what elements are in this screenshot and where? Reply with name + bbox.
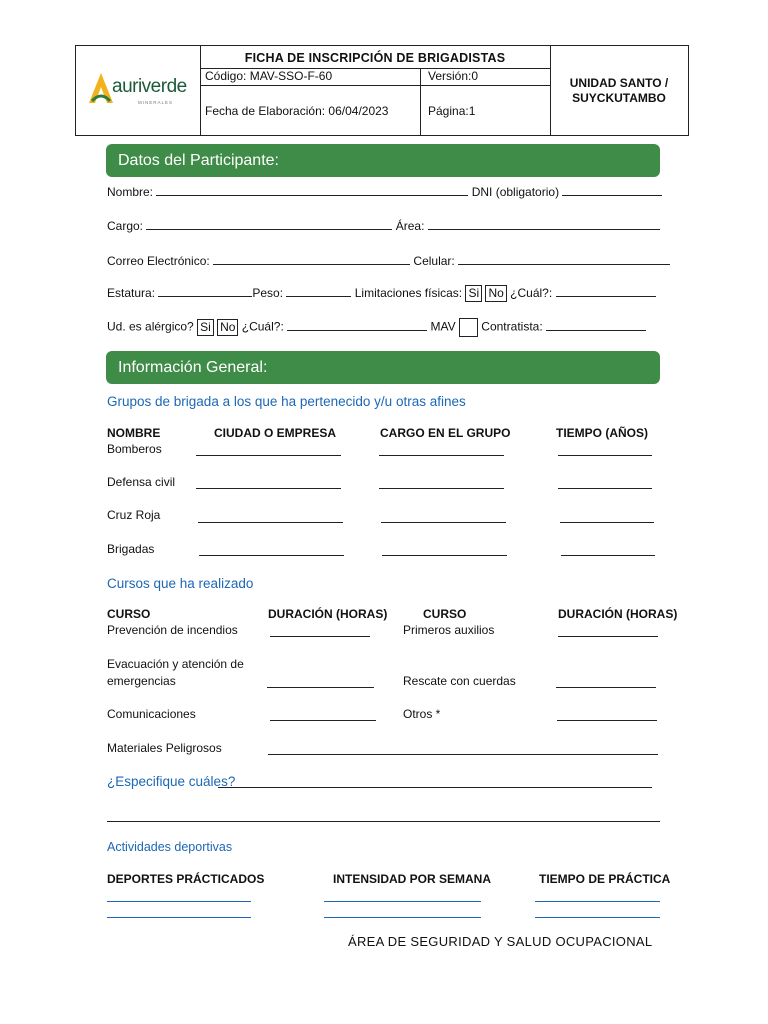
deportes-title: Actividades deportivas [107,840,233,854]
grupo-ciudad-field[interactable] [196,444,341,456]
cargo-row [107,218,660,233]
curso-duracion-field[interactable] [556,676,656,688]
logo-subtext: MINERALES [138,100,174,105]
unit-cell [550,46,688,135]
cargo-label: Cargo: [107,219,144,233]
grupos-header-tiempo: TIEMPO (AÑOS) [556,426,648,440]
curso-label: emergencias [107,674,176,688]
grupo-row-label: Bomberos [107,442,162,456]
alergico-label: Ud. es alérgico? [107,319,194,334]
curso-label: Prevención de incendios [107,623,238,637]
curso-duracion-field[interactable] [558,625,658,637]
cargo-field[interactable] [146,218,392,230]
grupo-tiempo-field[interactable] [558,444,652,456]
grupos-header-nombre: NOMBRE [107,426,161,440]
logo-text: auriverde [112,76,187,97]
limitaciones-label: Limitaciones físicas: [354,286,463,300]
cual-label: ¿Cuál?: [510,286,553,300]
company-logo-icon [88,71,114,107]
cursos-header-duracion: DURACIÓN (HORAS) [268,607,388,621]
nombre-label: Nombre: [107,185,154,199]
limitaciones-si-checkbox[interactable]: Si [465,285,482,302]
section-informacion-title: Información General: [118,359,268,376]
deporte-field[interactable] [107,916,251,918]
curso-duracion-field[interactable] [267,676,374,688]
intensidad-field[interactable] [324,900,481,902]
peso-field[interactable] [286,285,351,297]
cursos-header-curso-2: CURSO [423,607,467,621]
celular-field[interactable] [458,253,670,265]
curso-label: Otros * [403,707,441,721]
estatura-row [107,285,656,302]
curso-label: Materiales Peligrosos [107,741,222,755]
area-label: Área: [395,219,425,233]
alergico-cual-label: ¿Cuál?: [241,319,284,334]
alergico-si-checkbox[interactable]: Si [197,319,214,336]
section-participante-bar [106,144,660,177]
deportes-header-3: TIEMPO DE PRÁCTICA [539,872,671,886]
grupos-header-ciudad: CIUDAD O EMPRESA [214,426,337,440]
alergico-row [107,318,646,337]
curso-label: Comunicaciones [107,707,196,721]
section-informacion-bar [106,351,660,384]
intensidad-field[interactable] [324,916,481,918]
grupo-cargo-field[interactable] [382,544,507,556]
grupo-tiempo-field[interactable] [558,477,652,489]
mav-checkbox[interactable] [459,318,478,337]
curso-label: Evacuación y atención de [107,657,244,671]
materiales-field[interactable] [268,743,658,755]
curso-duracion-field[interactable] [270,709,376,721]
deporte-field[interactable] [107,900,251,902]
grupo-tiempo-field[interactable] [561,544,655,556]
dni-label: DNI (obligatorio) [471,185,560,199]
tiempo-practica-field[interactable] [535,916,660,918]
especifique-field-2[interactable] [107,810,660,822]
footer-text: ÁREA DE SEGURIDAD Y SALUD OCUPACIONAL [348,934,653,949]
grupo-ciudad-field[interactable] [198,511,343,523]
header-info [200,46,551,135]
grupos-title: Grupos de brigada a los que ha pertenecido y/u otras afines [107,394,466,409]
tiempo-practica-field[interactable] [535,900,660,902]
nombre-row [107,184,662,199]
curso-label: Rescate con cuerdas [403,674,516,688]
grupos-header-cargo: CARGO EN EL GRUPO [380,426,511,440]
version-text: Versión:0 [428,69,479,83]
unit-text: UNIDAD SANTO / SUYCKUTAMBO [569,75,669,105]
grupo-ciudad-field[interactable] [196,477,341,489]
especifique-field[interactable] [218,776,652,788]
grupo-tiempo-field[interactable] [560,511,654,523]
estatura-field[interactable] [158,285,252,297]
document-header [75,45,689,136]
contratista-field[interactable] [546,319,646,331]
correo-row [107,253,670,268]
alergico-cual-field[interactable] [287,319,427,331]
deportes-header-1: DEPORTES PRÁCTICADOS [107,872,265,886]
form-title: FICHA DE INSCRIPCIÓN DE BRIGADISTAS [200,46,550,69]
limitaciones-no-checkbox[interactable]: No [485,285,506,302]
curso-duracion-field[interactable] [270,625,370,637]
deportes-header-2: INTENSIDAD POR SEMANA [333,872,492,886]
correo-label: Correo Electrónico: [107,254,210,268]
cursos-title: Cursos que ha realizado [107,576,254,591]
grupo-row-label: Brigadas [107,542,155,556]
alergico-no-checkbox[interactable]: No [217,319,238,336]
celular-label: Celular: [413,254,455,268]
contratista-label: Contratista: [481,319,543,334]
grupo-cargo-field[interactable] [381,511,506,523]
curso-duracion-field[interactable] [557,709,657,721]
logo-cell [76,46,201,135]
estatura-label: Estatura: [107,286,156,300]
grupo-cargo-field[interactable] [379,444,504,456]
curso-label: Primeros auxilios [403,623,495,637]
grupo-row-label: Cruz Roja [107,508,161,522]
fecha-text: Fecha de Elaboración: 06/04/2023 [205,104,389,118]
limitaciones-cual-field[interactable] [556,285,656,297]
cursos-header-curso: CURSO [107,607,151,621]
grupo-row-label: Defensa civil [107,475,176,489]
area-field[interactable] [428,218,660,230]
grupo-cargo-field[interactable] [379,477,504,489]
grupo-ciudad-field[interactable] [199,544,344,556]
pagina-text: Página:1 [428,104,476,118]
peso-label: Peso: [252,286,284,300]
codigo-text: Código: MAV-SSO-F-60 [205,69,333,83]
section-participante-title: Datos del Participante: [118,152,279,169]
especifique-label: ¿Especifique cuáles? [107,774,236,789]
dni-field[interactable] [562,184,662,196]
mav-label: MAV [430,319,456,334]
correo-field[interactable] [213,253,410,265]
cursos-header-duracion-2: DURACIÓN (HORAS) [558,607,678,621]
nombre-field[interactable] [156,184,468,196]
